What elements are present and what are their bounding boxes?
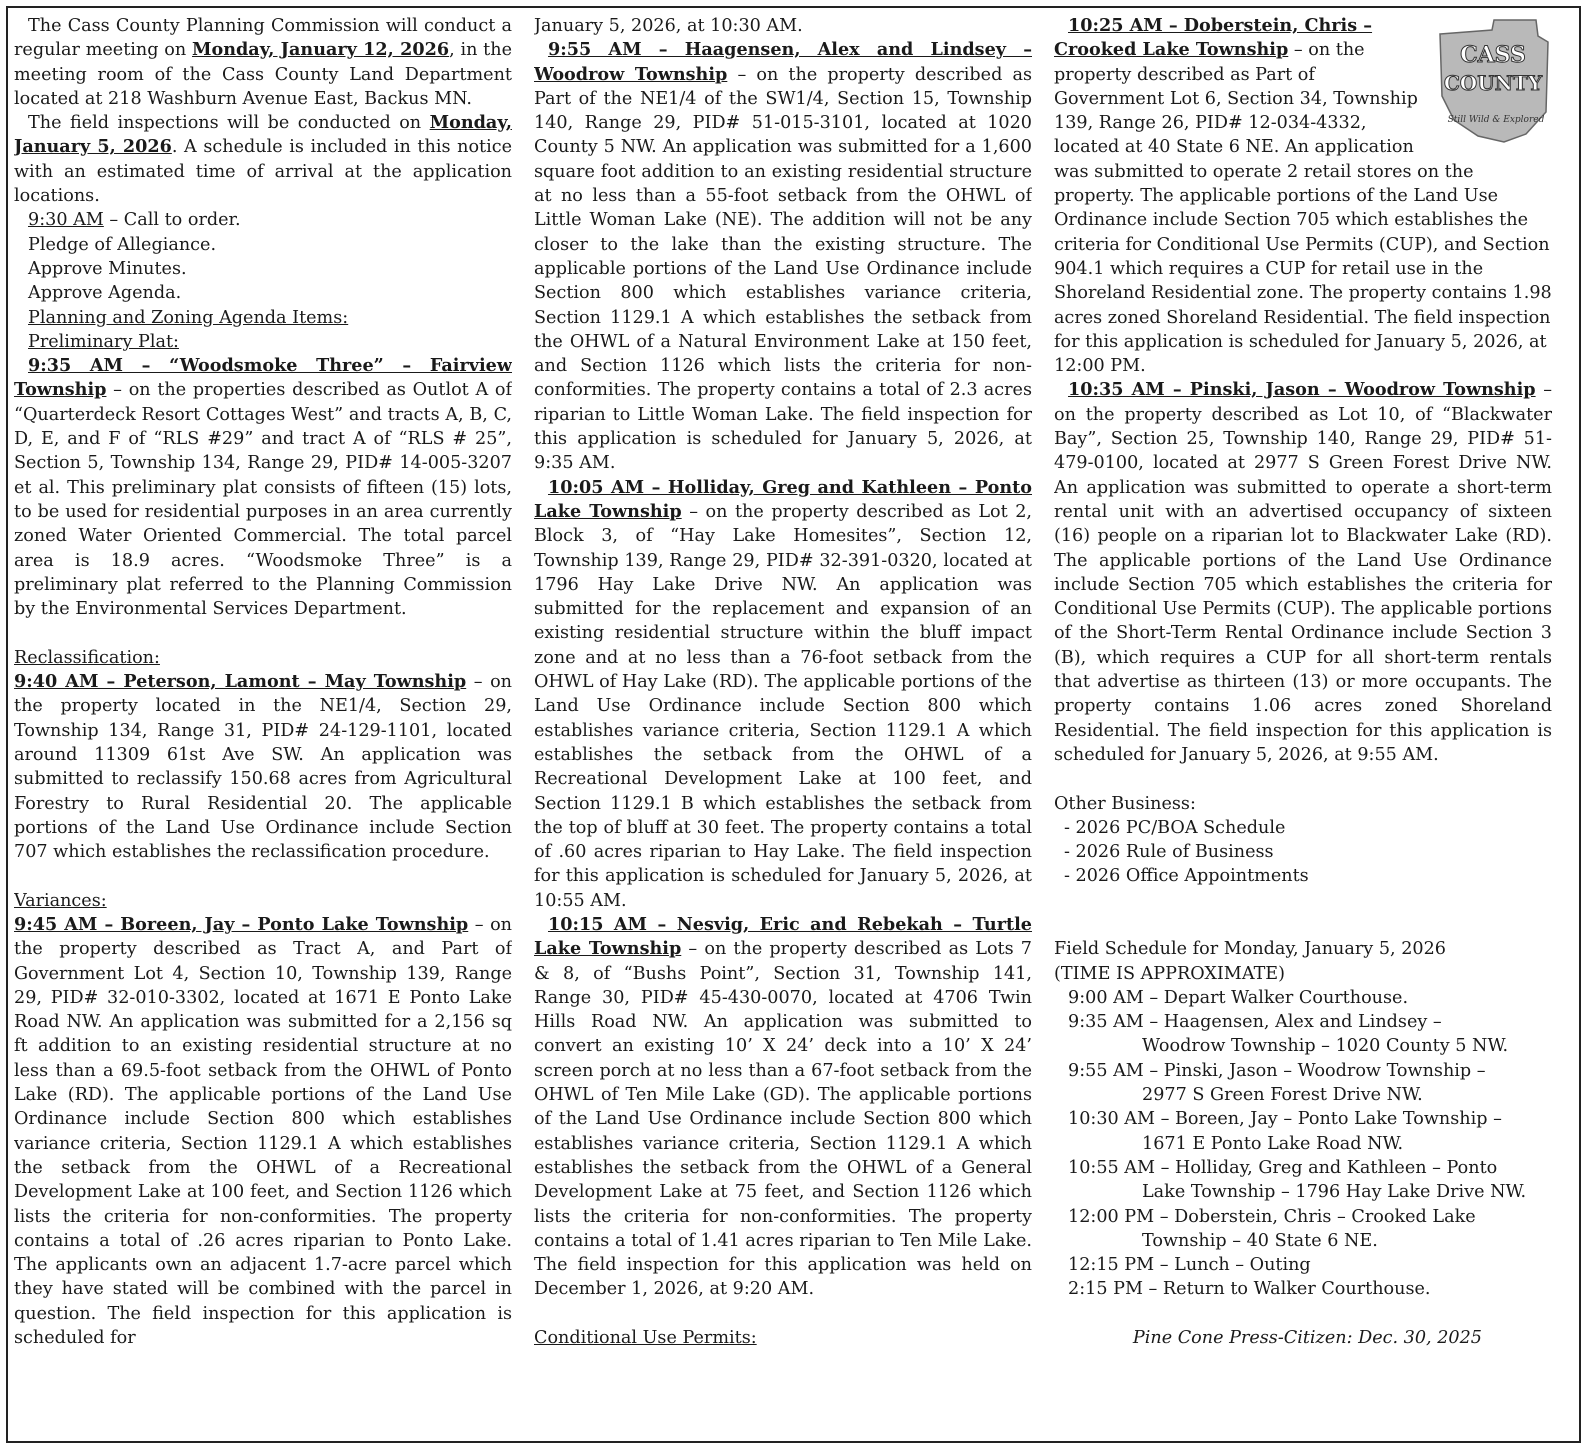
approve-minutes: Approve Minutes. (28, 258, 187, 279)
item-body: – on the property described as Part of Government Lot 6, Section 34, Township 139, Range 26, PID# 12-034-4332, located at 40 State 6 NE. An application was submitted to operate 2 retail stores on the property. The applicable portions of the Land Use Ordinance include Section 705 which establishes the criteria for Conditional Use Permits (CUP), and Section 904.1 which requires a CUP for retail use in the Shoreland Residential zone. The property contains 1.98 acres zoned Shoreland Residential. The field inspection for this application is scheduled for January 5, 2026, at 12:00 PM. (1054, 40, 1552, 377)
item-body: – on the properties described as Outlot A of “Quarterdeck Resort Cottages West” and tracts A, B, C, D, E, and F of “RLS #29” and tract A of “RLS # 25”, Section 5, Township 134, Range 29, PID# 14-005-3207 et al. This preliminary plat consists of fifteen (15) lots, to be used for residential purposes in an area currently zoned Water Oriented Commercial. The total parcel area is 18.9 acres. “Woodsmoke Three” is a preliminary plat referred to the Planning Commission by the Environmental Services Department. (14, 380, 512, 620)
legal-notice (6, 6, 1581, 1443)
pledge: Pledge of Allegiance. (28, 234, 217, 255)
call-text: – Call to order. (103, 210, 241, 231)
column-3 (1054, 14, 1552, 1437)
other-business-item: - 2026 Rule of Business (1064, 842, 1274, 863)
schedule-entry-cont: 1671 E Ponto Lake Road NW. (1142, 1133, 1404, 1154)
agenda-item (1054, 378, 1552, 767)
item-heading: 10:35 AM – Pinski, Jason – Woodrow Township (1068, 379, 1536, 401)
item-heading: 9:40 AM – Peterson, Lamont – May Township (14, 671, 467, 693)
item-body: – on the property described as Lots 7 & 8, of “Bushs Point”, Section 31, Township 141, Range 30, PID# 45-430-0070, located at 4706 Twin Hills Road NW. An application was submitted to convert an existing 10’ X 24’ deck into a 10’ X 24’ screen porch at no less than a 67-foot setback from the OHWL of Ten Mile Lake (GD). The applicable portions of the Land Use Ordinance include Section 800 which establishes variance criteria, Section 1129.1 A which establishes the setback from the OHWL of a General Development Lake at 75 feet, and Section 1126 which lists the criteria for non-conformities. The property contains a total of 1.41 acres riparian to Ten Mile Lake. The field inspection for this application was held on December 1, 2026, at 9:20 AM. (534, 939, 1032, 1300)
item-body: – on the property described as Lot 10, of “Blackwater Bay”, Section 25, Township 140, Range 29, PID# 51-479-0100, located at 2977 S Green Forest Drive NW. An application was submitted to operate a short-term rental unit with an advertised occupancy of sixteen (16) people on a riparian lot to Blackwater Lake (RD). The applicable portions of the Land Use Ordinance include Section 705 which establishes the criteria for Conditional Use Permits (CUP). The applicable portions of the Short-Term Rental Ordinance include Section 3 (B), which requires a CUP for all short-term rentals that advertise as thirteen (13) or more occupants. The property contains 1.06 acres zoned Shoreland Residential. The field inspection for this application is scheduled for January 5, 2026, at 9:55 AM. (1054, 380, 1552, 765)
schedule-entry: 9:35 AM – Haagensen, Alex and Lindsey – (1068, 1012, 1442, 1033)
agenda-item (534, 476, 1032, 913)
inspection-paragraph (14, 111, 512, 208)
schedule-entry-cont: Lake Township – 1796 Hay Lake Drive NW. (1142, 1182, 1527, 1203)
section-heading: Planning and Zoning Agenda Items: (28, 307, 349, 328)
schedule-entry: 12:00 PM – Doberstein, Chris – Crooked Lake (1068, 1206, 1476, 1227)
inspection-text: . A schedule is included in this notice with an estimated time of arrival at the application locations. (14, 137, 512, 207)
logo-tagline: Still Wild & Explored (1447, 115, 1545, 125)
agenda-item (534, 913, 1032, 1302)
call-to-order (14, 208, 512, 232)
item-body: – on the property located in the NE1/4, Section 29, Township 134, Range 31, PID# 24-129-1101, located around 11309 61st Ave SW. An application was submitted to reclassify 150.68 acres from Agricultural Forestry to Rural Residential 20. The applicable portions of the Land Use Ordinance include Section 707 which establishes the reclassification procedure. (14, 672, 512, 863)
other-business-item: - 2026 Office Appointments (1064, 866, 1309, 887)
schedule-entry-cont: 2977 S Green Forest Drive NW. (1142, 1085, 1423, 1106)
item-heading: 9:45 AM – Boreen, Jay – Ponto Lake Township (14, 913, 469, 935)
section-heading: Conditional Use Permits: (534, 1328, 757, 1349)
field-schedule (1054, 986, 1552, 1302)
publication-citation: Pine Cone Press-Citizen: Dec. 30, 2025 (1132, 1328, 1482, 1349)
item-heading: 10:25 AM – Doberstein, Chris – Crooked Lake Township (1054, 15, 1373, 61)
logo-word-2: COUNTY (1443, 71, 1543, 95)
other-business-item: - 2026 PC/BOA Schedule (1064, 817, 1286, 838)
column-1 (14, 14, 512, 1437)
field-schedule-note: (TIME IS APPROXIMATE) (1054, 963, 1286, 984)
call-time: 9:30 AM (28, 210, 104, 231)
inspection-text: The field inspections will be conducted on (28, 113, 430, 134)
cass-county-logo (1434, 16, 1552, 146)
field-schedule-title: Field Schedule for Monday, January 5, 2026 (1054, 939, 1446, 960)
schedule-entry: 12:15 PM – Lunch – Outing (1068, 1255, 1311, 1276)
column-2 (534, 14, 1032, 1437)
inspection-date: Monday, January 5, 2026 (14, 112, 512, 158)
item-heading: 10:05 AM – Holliday, Greg and Kathleen – Ponto Lake Township (534, 476, 1032, 522)
item-body: – on the property described as Part of the NE1/4 of the SW1/4, Section 15, Township 140, Range 29, PID# 51-015-3101, located at 1020 County 5 NW. An application was submitted for a 1,600 square foot addition to an existing residential structure at no less than a 55-foot setback from the OHWL of Little Woman Lake (NE). The addition will not be any closer to the lake than the existing structure. The applicable portions of the Land Use Ordinance include Section 800 which establishes variance criteria, Section 1129.1 A which establishes the setback from the OHWL of a Natural Environment Lake at 150 feet, and Section 1126 which lists the criteria for non-conformities. The property contains a total of 2.3 acres riparian to Little Woman Lake. The field inspection for this application is scheduled for January 5, 2026, at 9:35 AM. (534, 64, 1032, 474)
intro-text: The Cass County Planning Commission will conduct a regular meeting on (14, 16, 512, 61)
schedule-entry: 10:55 AM – Holliday, Greg and Kathleen – Ponto (1068, 1157, 1498, 1178)
schedule-entry: 2:15 PM – Return to Walker Courthouse. (1068, 1279, 1431, 1300)
meeting-date: Monday, January 12, 2026 (192, 39, 450, 61)
section-heading: Reclassification: (14, 647, 160, 668)
schedule-entry: 9:00 AM – Depart Walker Courthouse. (1068, 987, 1409, 1008)
schedule-entry-cont: Township – 40 State 6 NE. (1142, 1230, 1378, 1251)
agenda-item (14, 354, 512, 621)
approve-agenda: Approve Agenda. (28, 283, 182, 304)
schedule-entry: 9:55 AM – Pinski, Jason – Woodrow Township – (1068, 1060, 1486, 1081)
intro-paragraph (14, 14, 512, 111)
schedule-entry: 10:30 AM – Boreen, Jay – Ponto Lake Township – (1068, 1109, 1502, 1130)
other-business-heading: Other Business: (1054, 793, 1196, 814)
item-heading: 10:15 AM – Nesvig, Eric and Rebekah – Turtle Lake Township (534, 913, 1032, 960)
agenda-item (14, 670, 512, 864)
schedule-entry-cont: Woodrow Township – 1020 County 5 NW. (1142, 1036, 1509, 1057)
continued-text: January 5, 2026, at 10:30 AM. (534, 16, 803, 36)
item-body: – on the property described as Tract A, and Part of Government Lot 4, Section 10, Township 139, Range 29, PID# 32-010-3302, located at 1671 E Ponto Lake Road NW. An application was submitted for a 2,156 sq ft addition to an existing residential structure at no less than a 69.5-foot setback from the OHWL of Ponto Lake (RD). The applicable portions of the Land Use Ordinance include Section 800 which establishes variance criteria, Section 1129.1 A which establishes the setback from the OHWL of a Recreational Development Lake at 100 feet, and Section 1126 which lists the criteria for non-conformities. The property contains a total of .26 acres riparian to Ponto Lake. The applicants own an adjacent 1.7-acre parcel which they have stated will be combined with the parcel in question. The field inspection for this application is scheduled for (14, 914, 512, 1349)
agenda-item (14, 913, 512, 1350)
section-heading: Preliminary Plat: (28, 331, 179, 352)
logo-word-1: CASS (1460, 42, 1526, 68)
item-heading: 9:35 AM – “Woodsmoke Three” – Fairview Township (14, 355, 512, 401)
section-heading: Variances: (14, 890, 107, 911)
agenda-item (534, 38, 1032, 475)
intro-text: , in the meeting room of the Cass County Land Department located at 218 Washburn Avenue East, Backus MN. (14, 40, 512, 109)
item-body: – on the property described as Lot 2, Block 3, of “Hay Lake Homesites”, Section 12, Township 139, Range 29, PID# 32-391-0320, located at 1796 Hay Lake Drive NW. An application was submitted for the replacement and expansion of an existing residential structure within the bluff impact zone and at no less than a 76-foot setback from the OHWL of Hay Lake (RD). The applicable portions of the Land Use Ordinance include Section 800 which establishes variance criteria, Section 1129.1 A which establishes the setback from the OHWL of a Recreational Development Lake at 100 feet, and Section 1129.1 B which establishes the setback from the top of bluff at 30 feet. The property contains a total of .60 acres riparian to Hay Lake. The field inspection for this application is scheduled for January 5, 2026, at 10:55 AM. (534, 501, 1032, 911)
item-heading: 9:55 AM – Haagensen, Alex and Lindsey – Woodrow Township (534, 39, 1032, 85)
